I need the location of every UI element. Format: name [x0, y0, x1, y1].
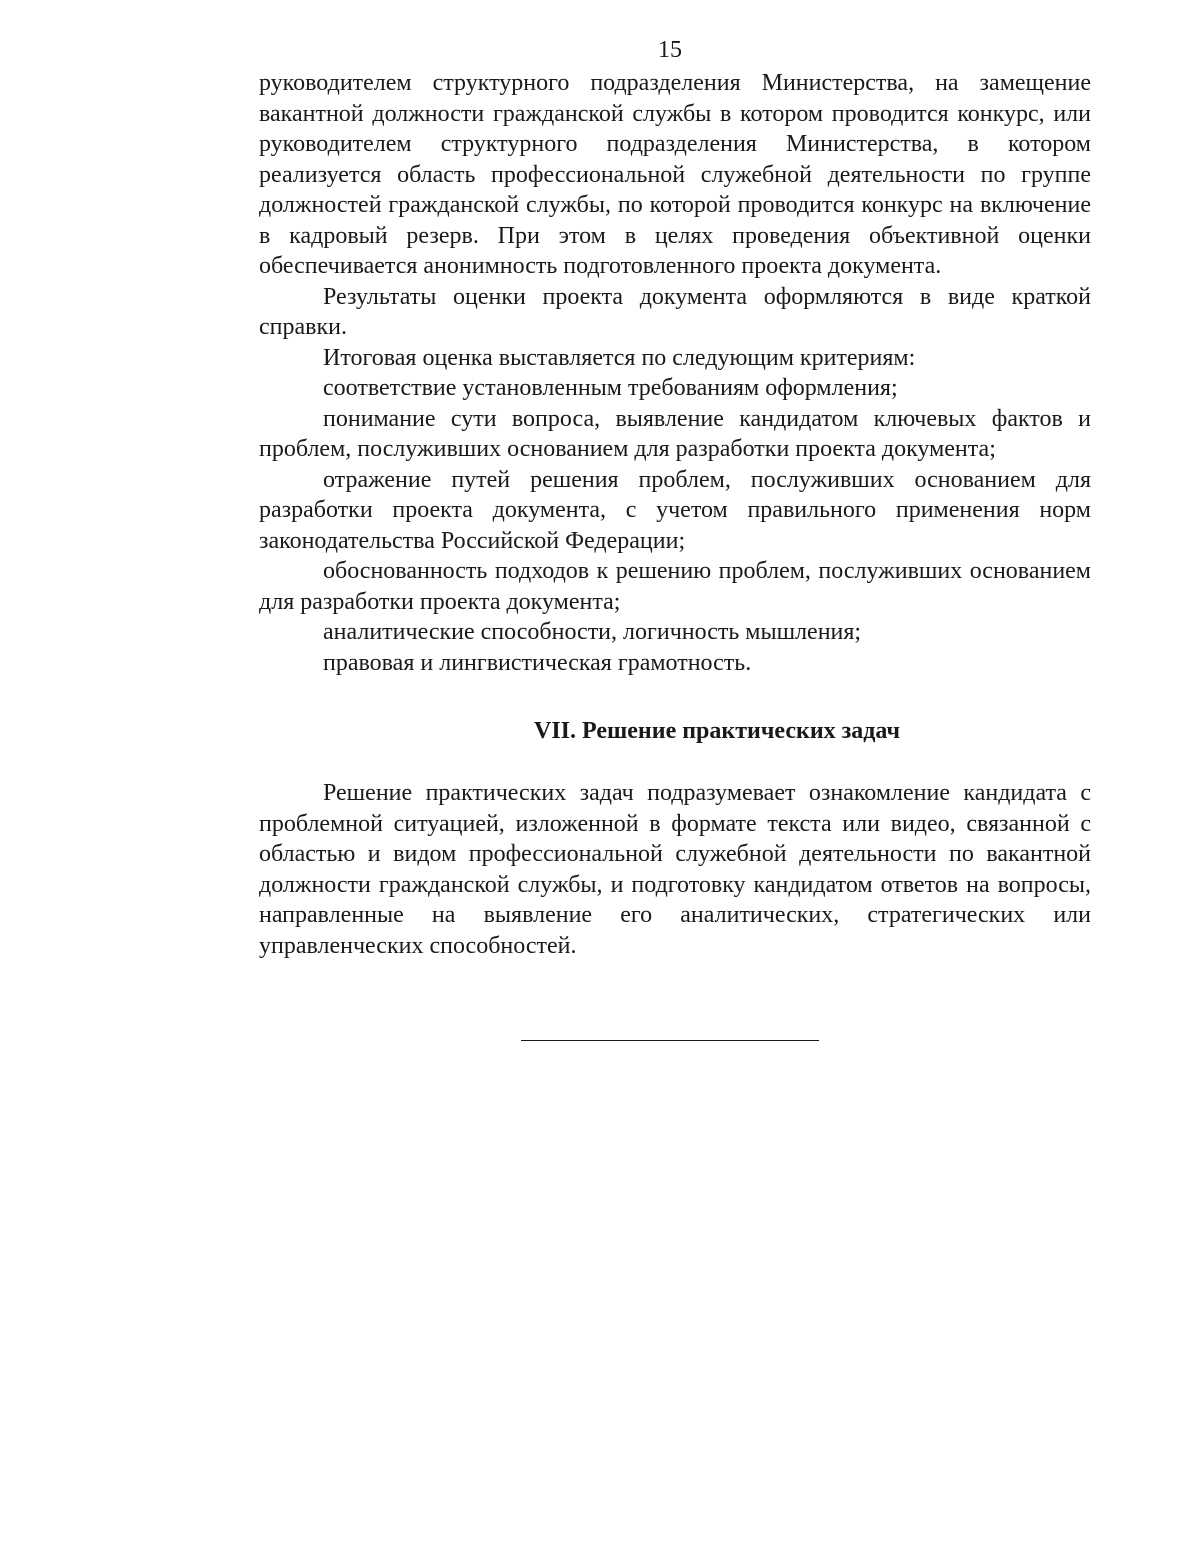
criterion-item: понимание сути вопроса, выявление кандидатом ключевых фактов и проблем, послуживших основанием для разработки проекта документа;	[259, 405, 1091, 462]
criterion-item: аналитические способности, логичность мышления;	[323, 619, 862, 645]
practical-tasks-section	[259, 778, 1091, 961]
criterion-item: обоснованность подходов к решению проблем, послуживших основанием для разработки проекта документа;	[259, 558, 1091, 615]
section-heading: VII. Решение практических задач	[534, 718, 900, 744]
paragraph-criteria-intro: Итоговая оценка выставляется по следующим критериям:	[323, 344, 916, 371]
paragraph-continuation: руководителем структурного подразделения Министерства, на замещение вакантной должности гражданской службы в котором проводится конкурс, или руководителем структурного подразделения Министерства, в котором реализуется область профессиональной служебной деятельности по группе должностей гражданской службы, по которой проводится конкурс на включение в кадровый резерв. При этом в целях проведения объективной оценки обеспечивается анонимность подготовленного проекта документа.	[259, 70, 1091, 279]
criterion-item: отражение путей решения проблем, послуживших основанием для разработки проекта документа, с учетом правильного применения норм законодательства Российской Федерации;	[259, 466, 1091, 554]
criteria-section	[259, 68, 1091, 678]
page-number: 15	[658, 37, 682, 63]
criterion-item: соответствие установленным требованиям оформления;	[323, 375, 898, 401]
paragraph-practical-tasks: Решение практических задач подразумевает ознакомление кандидата с проблемной ситуацией, изложенной в формате текста или видео, связанной с областью и видом профессиональной служебной деятельности по вакантной должности гражданской службы, и подготовку кандидатом ответов на вопросы, направленные на выявление его аналитических, стратегических или управленческих способностей.	[259, 780, 1091, 959]
end-divider	[521, 1040, 819, 1041]
criterion-item: правовая и лингвистическая грамотность.	[323, 649, 752, 676]
paragraph-results: Результаты оценки проекта документа оформляются в виде краткой справки.	[259, 283, 1091, 340]
